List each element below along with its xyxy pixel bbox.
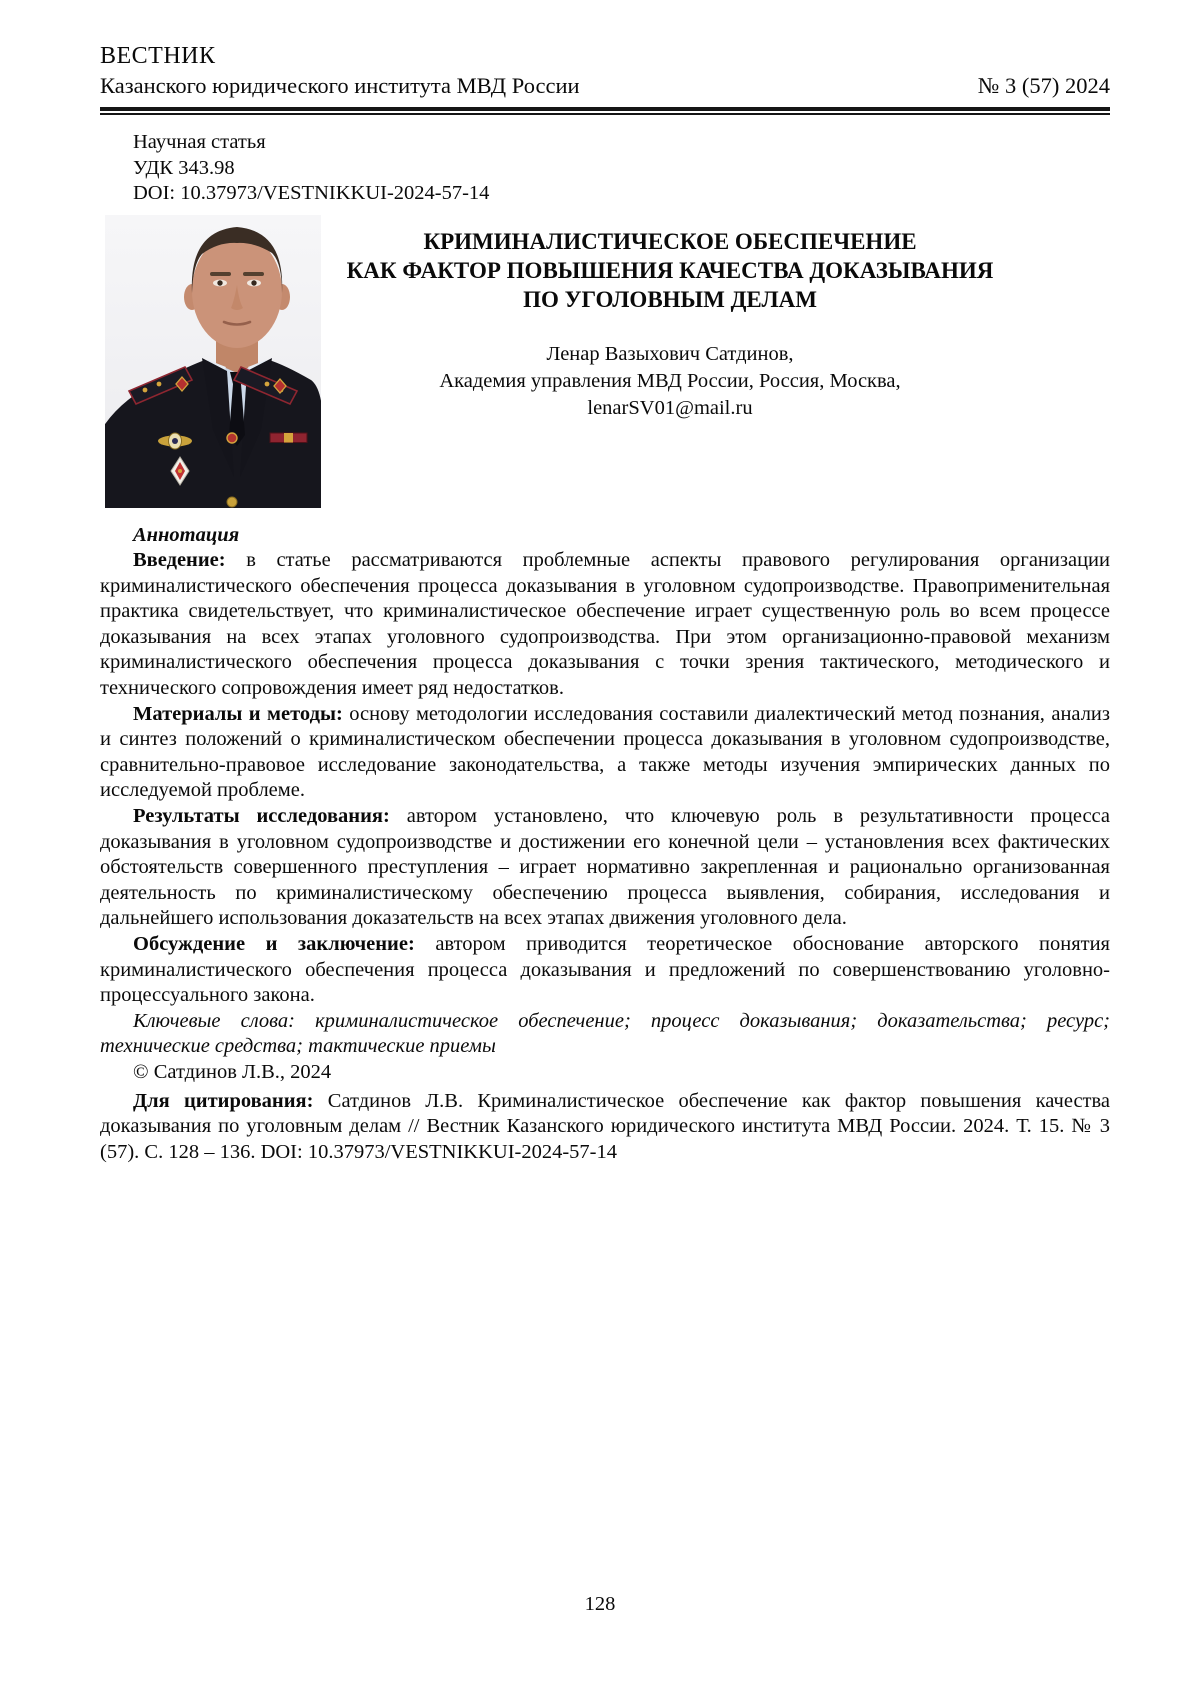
abstract-heading: Аннотация <box>133 523 240 546</box>
citation-block <box>100 1089 1110 1166</box>
paragraph-text: автором приводится теоретическое обоснование авторского понятия криминалистического обеспечения процесса доказывания и предложений по совершенствованию уголовно-процессуального закона. <box>100 933 1110 1007</box>
author-photo <box>105 215 321 508</box>
title-author-block <box>100 215 1110 515</box>
copyright-line: © Сатдинов Л.В., 2024 <box>133 1060 332 1083</box>
abstract-paragraph-results <box>100 804 1110 932</box>
paragraph-label: Результаты исследования: <box>133 805 390 828</box>
keywords-line <box>100 1009 1110 1060</box>
abstract-paragraph-discussion <box>100 932 1110 1009</box>
journal-subtitle: Казанского юридического института МВД России <box>100 73 580 98</box>
journal-title: ВЕСТНИК <box>100 43 216 69</box>
uniform-button <box>227 497 237 507</box>
journal-header <box>100 0 1110 115</box>
author-info <box>230 341 1110 422</box>
citation-label: Для цитирования: <box>133 1089 314 1112</box>
abstract-section <box>100 523 1110 1166</box>
ribbon-bar <box>270 433 307 443</box>
article-title-line: КАК ФАКТОР ПОВЫШЕНИЯ КАЧЕСТВА ДОКАЗЫВАНИЯ <box>346 257 994 283</box>
paragraph-text: основу методологии исследования составили диалектический метод познания, анализ и синтез положений о криминалистическом обеспечении процесса доказывания в уголовном судопроизводстве, сравнительно-правовое исследование законодательства, а также методы изучения эмпирических данных по исследуемой проблеме. <box>100 702 1110 802</box>
keywords-text: криминалистическое обеспечение; процесс доказывания; доказательства; ресурс; технические средства; тактические приемы <box>100 1009 1110 1058</box>
paragraph-text: в статье рассматриваются проблемные аспекты правового регулирования организации криминалистического обеспечения процесса доказывания в уголовном судопроизводстве. Правоприменительная практика свидетельствует, что криминалистическое обеспечение играет существенную роль во всем процессе доказывания на всех этапах уголовного судопроизводства. При этом организационно-правовой механизм криминалистического обеспечения процесса доказывания с точки зрения тактического, методического и технического сопровождения имеет ряд недостатков. <box>100 549 1110 700</box>
abstract-paragraph-materials <box>100 702 1110 804</box>
citation-text: Сатдинов Л.В. Криминалистическое обеспечение как фактор повышения качества доказывания по уголовным делам // Вестник Казанского юридического института МВД России. 2024. Т. 15. № 3 (57). С. 128 – 136. DOI: 10.37973/VESTNIKKUI-2024-57-14 <box>100 1089 1111 1163</box>
article-meta <box>133 130 1110 207</box>
star-badge <box>227 433 237 443</box>
paragraph-label: Материалы и методы: <box>133 702 343 725</box>
journal-issue: № 3 (57) 2024 <box>977 73 1110 98</box>
author-name: Ленар Вазыхович Сатдинов, <box>546 342 794 365</box>
article-title-line: КРИМИНАЛИСТИЧЕСКОЕ ОБЕСПЕЧЕНИЕ <box>423 228 917 254</box>
paragraph-text: автором установлено, что ключевую роль в результативности процесса доказывания в уголовном судопроизводстве и достижении его конечной цели – установления всех фактических обстоятельств совершенного преступления – играет нормативно закрепленная и рационально организованная деятельность по криминалистическому обеспечению процесса выявления, собирания, исследования и дальнейшего использования доказательств на всех этапах движения уголовного дела. <box>100 805 1110 930</box>
author-affiliation: Академия управления МВД России, Россия, Москва, <box>439 369 901 392</box>
abstract-paragraph-introduction <box>100 548 1110 702</box>
header-double-rule <box>100 107 1110 115</box>
article-title-line: ПО УГОЛОВНЫМ ДЕЛАМ <box>523 286 817 312</box>
author-email: lenarSV01@mail.ru <box>587 396 753 419</box>
article-type: Научная статья <box>133 131 266 153</box>
udc-code: УДК 343.98 <box>133 156 235 179</box>
doi-line: DOI: 10.37973/VESTNIKKUI-2024-57-14 <box>133 182 490 204</box>
paragraph-label: Введение: <box>133 549 226 572</box>
paragraph-label: Обсуждение и заключение: <box>133 933 415 955</box>
page-number: 128 <box>584 1593 616 1615</box>
article-title <box>230 227 1110 314</box>
keywords-label: Ключевые слова: <box>133 1009 295 1032</box>
